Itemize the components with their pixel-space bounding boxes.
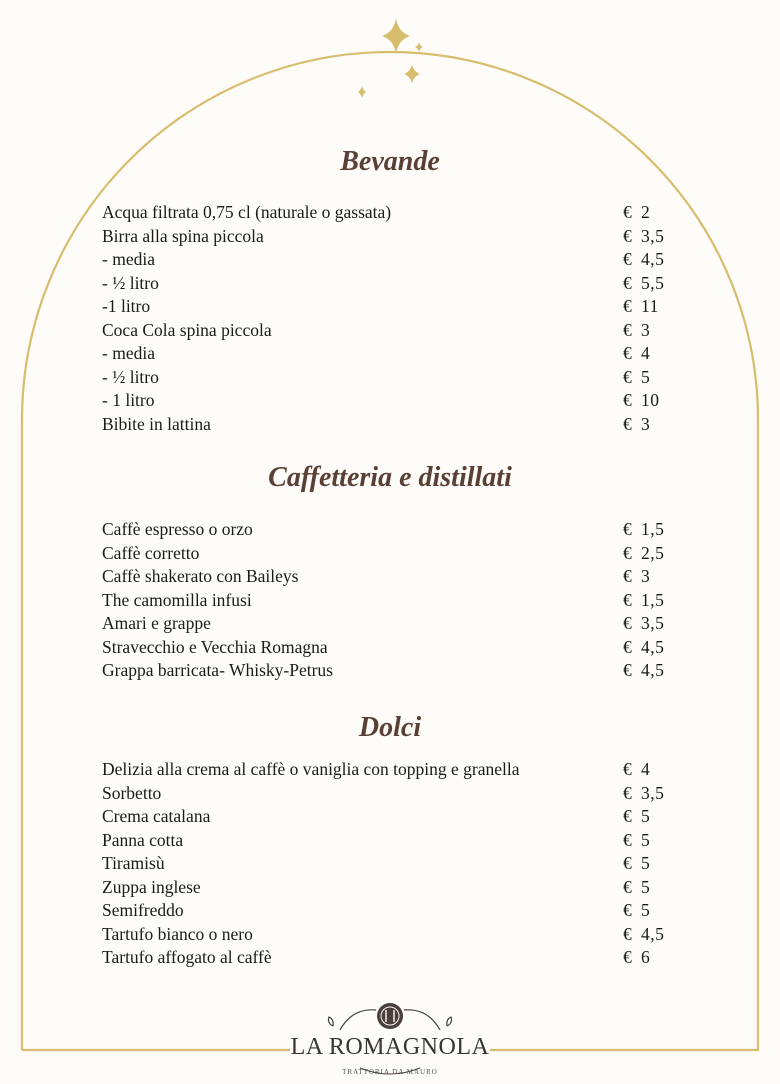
currency-symbol: €: [623, 613, 633, 633]
currency-symbol: €: [623, 202, 633, 222]
price-value: 4,5: [641, 636, 665, 657]
currency-symbol: €: [623, 829, 633, 850]
menu-item-name: Acqua filtrata 0,75 cl (naturale o gassata): [102, 202, 392, 222]
section-title-dolci: Dolci: [358, 712, 422, 743]
currency-symbol: €: [623, 636, 633, 657]
price-value: 5,5: [641, 272, 665, 293]
currency-symbol: €: [623, 542, 633, 563]
price-value: 4,5: [641, 660, 665, 680]
currency-symbol: €: [623, 947, 633, 967]
menu-item-name: - media: [102, 343, 155, 363]
menu-item-name: Birra alla spina piccola: [102, 225, 264, 246]
price-value: 3: [641, 319, 651, 340]
price-value: 4,5: [641, 249, 665, 269]
currency-symbol: €: [623, 225, 633, 246]
menu-item-name: Crema catalana: [102, 806, 211, 826]
currency-symbol: €: [623, 900, 633, 920]
price-value: 3,5: [641, 613, 665, 633]
currency-symbol: €: [623, 413, 633, 434]
price-value: 3,5: [641, 225, 665, 246]
price-value: 5: [641, 853, 651, 873]
currency-symbol: €: [623, 296, 633, 316]
brand-name: LA ROMAGNOLA: [290, 1034, 490, 1060]
brand-subtitle: TRATTORIA DA MAURO: [342, 1068, 438, 1076]
currency-symbol: €: [623, 876, 633, 897]
menu-item-name: -1 litro: [102, 296, 151, 316]
currency-symbol: €: [623, 782, 633, 803]
menu-item-name: Caffè espresso o orzo: [102, 519, 253, 539]
price-value: 2,5: [641, 542, 665, 563]
menu-item-name: Bibite in lattina: [102, 413, 211, 434]
price-value: 5: [641, 900, 651, 920]
menu-item-name: Tartufo bianco o nero: [102, 923, 253, 944]
price-value: 2: [641, 202, 651, 222]
currency-symbol: €: [623, 343, 633, 363]
menu-item-name: Tartufo affogato al caffè: [102, 947, 272, 967]
currency-symbol: €: [623, 249, 633, 269]
menu-item-name: Semifreddo: [102, 900, 184, 920]
menu-item-name: Amari e grappe: [102, 613, 211, 633]
menu-item-name: - ½ litro: [102, 366, 159, 387]
price-value: 5: [641, 829, 651, 850]
menu-item-name: Stravecchio e Vecchia Romagna: [102, 636, 328, 657]
price-value: 4: [641, 759, 651, 779]
price-value: 4,5: [641, 923, 665, 944]
price-value: 4: [641, 343, 651, 363]
price-value: 3,5: [641, 782, 665, 803]
currency-symbol: €: [623, 390, 633, 410]
menu-item-name: Sorbetto: [102, 782, 162, 803]
currency-symbol: €: [623, 519, 633, 539]
menu-item-name: - ½ litro: [102, 272, 159, 293]
currency-symbol: €: [623, 319, 633, 340]
menu-item-name: Grappa barricata- Whisky-Petrus: [102, 660, 333, 680]
price-value: 3: [641, 413, 651, 434]
currency-symbol: €: [623, 272, 633, 293]
currency-symbol: €: [623, 923, 633, 944]
currency-symbol: €: [623, 366, 633, 387]
price-value: 3: [641, 566, 651, 586]
menu-item-name: Coca Cola spina piccola: [102, 319, 272, 340]
currency-symbol: €: [623, 806, 633, 826]
section-title-bevande: Bevande: [340, 146, 440, 177]
currency-symbol: €: [623, 853, 633, 873]
price-value: 5: [641, 366, 651, 387]
currency-symbol: €: [623, 759, 633, 779]
section-title-caffetteria: Caffetteria e distillati: [268, 462, 512, 493]
currency-symbol: €: [623, 566, 633, 586]
price-value: 10: [641, 390, 660, 410]
menu-item-name: Zuppa inglese: [102, 876, 201, 897]
currency-symbol: €: [623, 660, 633, 680]
price-value: 1,5: [641, 589, 665, 610]
menu-item-name: Caffè corretto: [102, 542, 200, 563]
menu-item-name: The camomilla infusi: [102, 589, 252, 610]
price-value: 5: [641, 876, 651, 897]
menu-item-name: Caffè shakerato con Baileys: [102, 566, 299, 586]
price-value: 1,5: [641, 519, 665, 539]
menu-item-name: Panna cotta: [102, 829, 184, 850]
menu-item-name: - media: [102, 249, 155, 269]
menu-item-name: - 1 litro: [102, 390, 155, 410]
price-value: 5: [641, 806, 651, 826]
menu-item-name: Tiramisù: [102, 853, 165, 873]
price-value: 6: [641, 947, 651, 967]
currency-symbol: €: [623, 589, 633, 610]
menu-item-name: Delizia alla crema al caffè o vaniglia con topping e granella: [102, 759, 520, 779]
price-value: 11: [641, 296, 659, 316]
